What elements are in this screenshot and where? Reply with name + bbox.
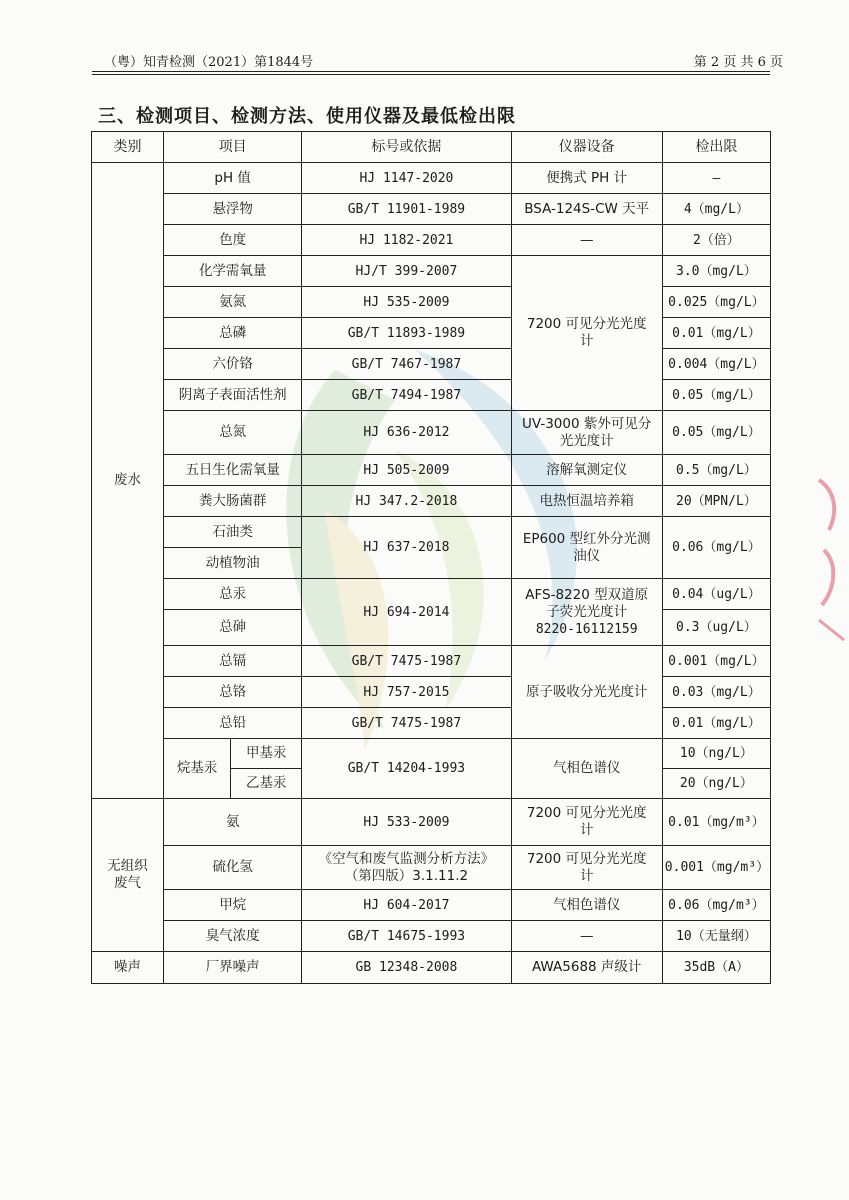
limit-cr6: 0.004（mg/L） bbox=[662, 349, 770, 380]
table-row bbox=[92, 739, 771, 769]
method-noise: GB 12348-2008 bbox=[302, 952, 511, 984]
item-methane: 甲烷 bbox=[164, 890, 302, 921]
header-category: 类别 bbox=[92, 132, 164, 163]
category-wastewater: 废水 bbox=[92, 163, 164, 799]
instrument-line: UV-3000 紫外可见分 bbox=[522, 415, 652, 432]
method-line: 《空气和废气监测分析方法》 bbox=[318, 850, 495, 867]
header-item: 项目 bbox=[164, 132, 302, 163]
method-las: GB/T 7494-1987 bbox=[302, 380, 511, 411]
table-row bbox=[92, 921, 771, 952]
item-as: 总砷 bbox=[164, 610, 302, 646]
header-instrument: 仪器设备 bbox=[511, 132, 662, 163]
method-fecal: HJ 347.2-2018 bbox=[302, 486, 511, 517]
table-row bbox=[92, 380, 771, 411]
category-unorganized-gas bbox=[92, 799, 164, 952]
table-row bbox=[92, 517, 771, 548]
table-row bbox=[92, 455, 771, 486]
limit-odor: 10（无量纲） bbox=[662, 921, 770, 952]
method-odor: GB/T 14675-1993 bbox=[302, 921, 511, 952]
item-nh3n: 氨氮 bbox=[164, 287, 302, 318]
limit-ethyl-hg: 20（ng/L） bbox=[662, 769, 770, 799]
item-h2s: 硫化氢 bbox=[164, 846, 302, 890]
instrument-ss: BSA-124S-CW 天平 bbox=[511, 194, 662, 225]
table-row bbox=[92, 225, 771, 256]
method-hg-as: HJ 694-2014 bbox=[302, 579, 511, 646]
limit-tp: 0.01（mg/L） bbox=[662, 318, 770, 349]
method-methane: HJ 604-2017 bbox=[302, 890, 511, 921]
item-cd: 总镉 bbox=[164, 646, 302, 677]
limit-ph: — bbox=[662, 163, 770, 194]
item-las: 阴离子表面活性剂 bbox=[164, 380, 302, 411]
limit-ammonia: 0.01（mg/m³） bbox=[662, 799, 770, 846]
instrument-line: 8220-16112159 bbox=[535, 621, 638, 637]
method-h2s bbox=[302, 846, 511, 890]
item-odor: 臭气浓度 bbox=[164, 921, 302, 952]
instrument-odor: — bbox=[511, 921, 662, 952]
item-cr6: 六价铬 bbox=[164, 349, 302, 380]
instrument-uv3000 bbox=[511, 411, 662, 455]
header-method: 标号或依据 bbox=[302, 132, 511, 163]
item-boundary-noise: 厂界噪声 bbox=[164, 952, 302, 984]
instrument-line: 计 bbox=[579, 822, 594, 838]
method-cr: HJ 757-2015 bbox=[302, 677, 511, 708]
instrument-line: 7200 可见分光光度 bbox=[526, 850, 647, 867]
limit-cd: 0.001（mg/L） bbox=[662, 646, 770, 677]
instrument-spectrophotometer-7200 bbox=[511, 256, 662, 411]
limit-ss: 4（mg/L） bbox=[662, 194, 770, 225]
limit-fecal: 20（MPN/L） bbox=[662, 486, 770, 517]
instrument-line: EP600 型红外分光测 bbox=[522, 530, 651, 547]
item-chroma: 色度 bbox=[164, 225, 302, 256]
item-ethyl-hg: 乙基汞 bbox=[231, 769, 302, 799]
method-cr6: GB/T 7467-1987 bbox=[302, 349, 511, 380]
method-line: （第四版）3.1.11.2 bbox=[344, 867, 469, 884]
item-ss: 悬浮物 bbox=[164, 194, 302, 225]
category-line: 无组织 bbox=[107, 858, 148, 874]
table-row bbox=[92, 646, 771, 677]
limit-methane: 0.06（mg/m³） bbox=[662, 890, 770, 921]
method-ss: GB/T 11901-1989 bbox=[302, 194, 511, 225]
method-tp: GB/T 11893-1989 bbox=[302, 318, 511, 349]
table-row bbox=[92, 846, 771, 890]
table-row bbox=[92, 708, 771, 739]
limit-noise: 35dB（A） bbox=[662, 952, 770, 984]
limit-tn: 0.05（mg/L） bbox=[662, 411, 770, 455]
instrument-gc-methane: 气相色谱仪 bbox=[511, 890, 662, 921]
item-bod5: 五日生化需氧量 bbox=[164, 455, 302, 486]
table-row bbox=[92, 486, 771, 517]
table-row bbox=[92, 318, 771, 349]
instrument-line: 7200 可见分光光度 bbox=[526, 316, 647, 332]
instrument-line: 计 bbox=[579, 333, 594, 349]
table-row bbox=[92, 677, 771, 708]
section-title: 三、检测项目、检测方法、使用仪器及最低检出限 bbox=[98, 106, 516, 127]
limit-las: 0.05（mg/L） bbox=[662, 380, 770, 411]
instrument-line: 7200 可见分光光度 bbox=[526, 805, 647, 821]
limit-h2s: 0.001（mg/m³） bbox=[662, 846, 770, 890]
table-row bbox=[92, 411, 771, 455]
limit-oil: 0.06（mg/L） bbox=[662, 517, 770, 579]
item-alkyl-hg: 烷基汞 bbox=[164, 739, 231, 799]
instrument-afs8220 bbox=[511, 579, 662, 646]
table-row bbox=[92, 349, 771, 380]
instrument-aas: 原子吸收分光光度计 bbox=[511, 646, 662, 739]
limit-bod5: 0.5（mg/L） bbox=[662, 455, 770, 486]
instrument-do-meter: 溶解氧测定仪 bbox=[511, 455, 662, 486]
limit-nh3n: 0.025（mg/L） bbox=[662, 287, 770, 318]
table-row bbox=[92, 256, 771, 287]
table-row bbox=[92, 799, 771, 846]
limit-pb: 0.01（mg/L） bbox=[662, 708, 770, 739]
seal-stamp-icon bbox=[814, 470, 849, 670]
item-tp: 总磷 bbox=[164, 318, 302, 349]
method-oil: HJ 637-2018 bbox=[302, 517, 511, 579]
item-cod: 化学需氧量 bbox=[164, 256, 302, 287]
category-noise: 噪声 bbox=[92, 952, 164, 984]
method-nh3n: HJ 535-2009 bbox=[302, 287, 511, 318]
method-ph: HJ 1147-2020 bbox=[302, 163, 511, 194]
header-limit: 检出限 bbox=[662, 132, 770, 163]
instrument-incubator: 电热恒温培养箱 bbox=[511, 486, 662, 517]
limit-hg: 0.04（ug/L） bbox=[662, 579, 770, 610]
limit-as: 0.3（ug/L） bbox=[662, 610, 770, 646]
instrument-gc: 气相色谱仪 bbox=[511, 739, 662, 799]
method-cod: HJ/T 399-2007 bbox=[302, 256, 511, 287]
page-info: 第 2 页 共 6 页 bbox=[693, 55, 783, 70]
method-cd: GB/T 7475-1987 bbox=[302, 646, 511, 677]
method-tn: HJ 636-2012 bbox=[302, 411, 511, 455]
item-cr: 总铬 bbox=[164, 677, 302, 708]
detection-methods-table bbox=[91, 131, 771, 984]
method-pb: GB/T 7475-1987 bbox=[302, 708, 511, 739]
report-number: （粤）知青检测（2021）第1844号 bbox=[104, 55, 314, 70]
item-fecal: 粪大肠菌群 bbox=[164, 486, 302, 517]
table-header-row bbox=[92, 132, 771, 163]
category-line: 废气 bbox=[114, 875, 142, 891]
instrument-ph: 便携式 PH 计 bbox=[511, 163, 662, 194]
instrument-line: AFS-8220 型双道原 bbox=[525, 586, 649, 603]
method-alkyl-hg: GB/T 14204-1993 bbox=[302, 739, 511, 799]
item-ammonia: 氨 bbox=[164, 799, 302, 846]
table-row bbox=[92, 194, 771, 225]
instrument-chroma: — bbox=[511, 225, 662, 256]
method-chroma: HJ 1182-2021 bbox=[302, 225, 511, 256]
limit-cod: 3.0（mg/L） bbox=[662, 256, 770, 287]
limit-cr: 0.03（mg/L） bbox=[662, 677, 770, 708]
instrument-line: 子荧光光度计 bbox=[546, 603, 628, 620]
item-ph: pH 值 bbox=[164, 163, 302, 194]
table-row bbox=[92, 952, 771, 984]
instrument-line: 油仪 bbox=[573, 547, 601, 564]
table-row bbox=[92, 579, 771, 610]
header-rule-2 bbox=[92, 74, 770, 75]
item-hg: 总汞 bbox=[164, 579, 302, 610]
limit-methyl-hg: 10（ng/L） bbox=[662, 739, 770, 769]
table-row bbox=[92, 890, 771, 921]
header-rule bbox=[92, 71, 770, 72]
instrument-gas-7200b bbox=[511, 846, 662, 890]
instrument-ep600 bbox=[511, 517, 662, 579]
instrument-sound-meter: AWA5688 声级计 bbox=[511, 952, 662, 984]
instrument-line: 光光度计 bbox=[559, 432, 614, 449]
instrument-line: 计 bbox=[579, 867, 594, 884]
table-row bbox=[92, 287, 771, 318]
item-methyl-hg: 甲基汞 bbox=[231, 739, 302, 769]
limit-chroma: 2（倍） bbox=[662, 225, 770, 256]
item-pb: 总铅 bbox=[164, 708, 302, 739]
item-petroleum: 石油类 bbox=[164, 517, 302, 548]
item-tn: 总氮 bbox=[164, 411, 302, 455]
instrument-gas-7200a bbox=[511, 799, 662, 846]
method-bod5: HJ 505-2009 bbox=[302, 455, 511, 486]
table-row bbox=[92, 163, 771, 194]
item-animal-oil: 动植物油 bbox=[164, 548, 302, 579]
method-ammonia: HJ 533-2009 bbox=[302, 799, 511, 846]
